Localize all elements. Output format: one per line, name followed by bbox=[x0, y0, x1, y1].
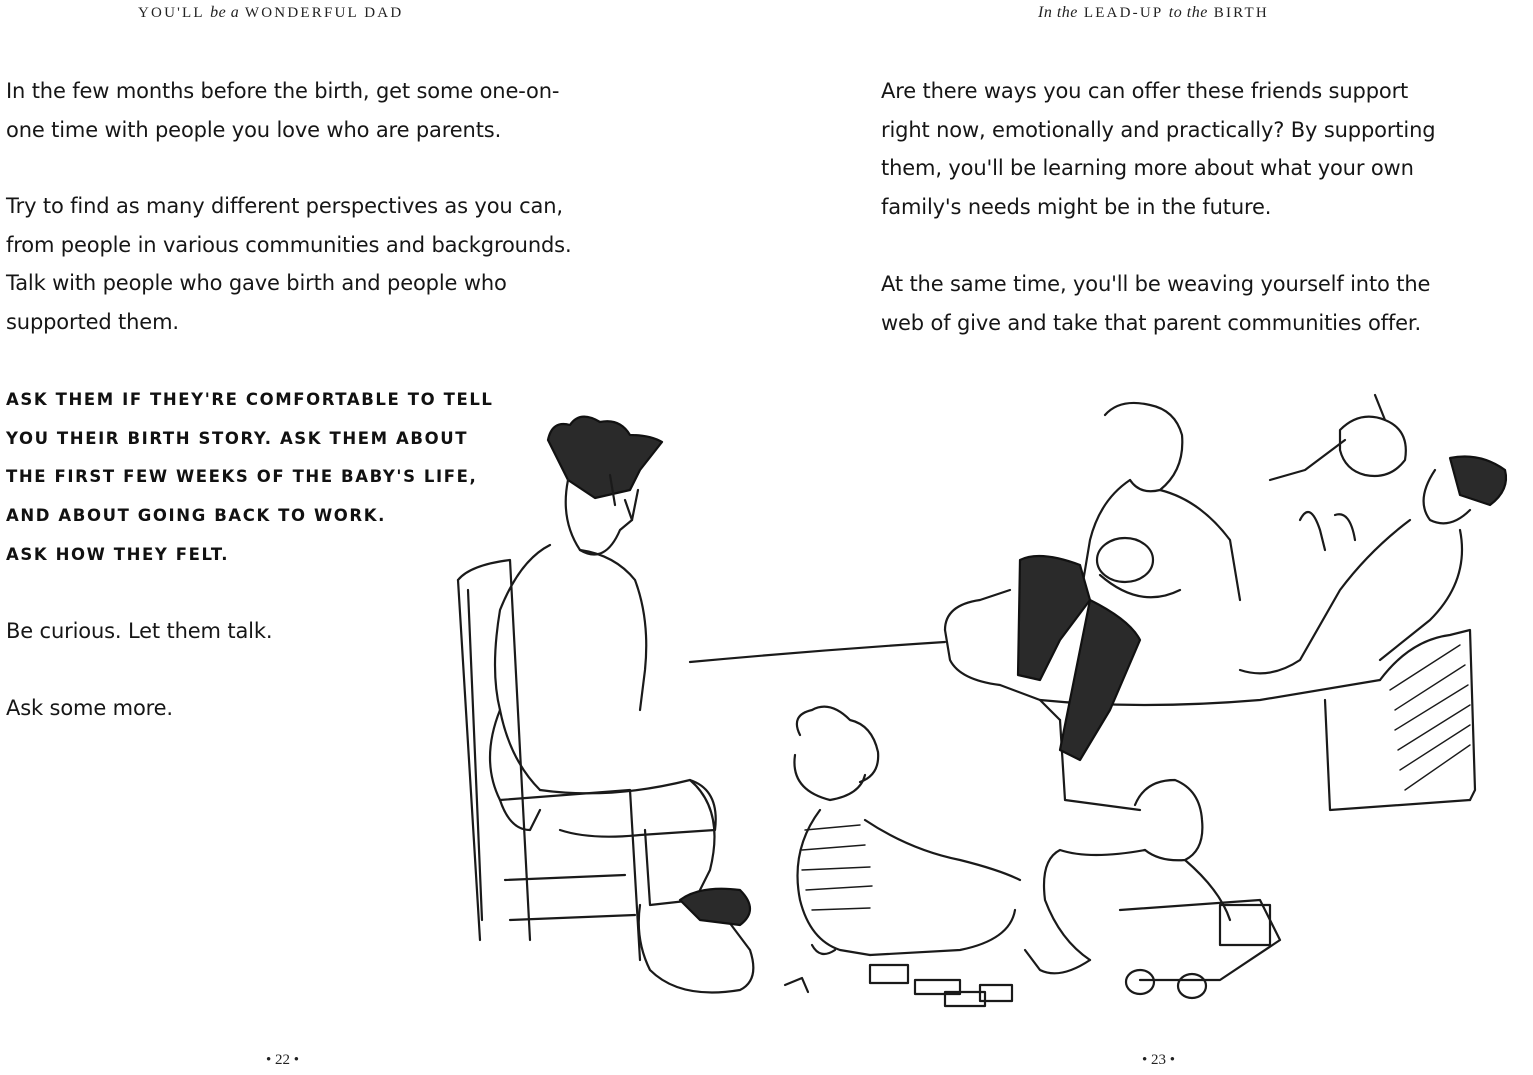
text-line: supported them. bbox=[6, 309, 179, 334]
text-line: web of give and take that parent communities offer. bbox=[881, 310, 1421, 335]
floor-line-icon bbox=[690, 642, 945, 662]
running-head-right-title: BIRTH bbox=[1213, 5, 1269, 21]
emphasis-line: THE FIRST FEW WEEKS OF THE BABY'S LIFE, bbox=[6, 467, 478, 487]
toy-blocks-icon bbox=[785, 965, 1012, 1006]
left-paragraph-3 bbox=[6, 612, 272, 651]
text-line: right now, emotionally and practically? By supporting bbox=[881, 117, 1436, 142]
text-line: Ask some more. bbox=[6, 696, 173, 720]
text-line: In the few months before the birth, get some one-on- bbox=[6, 79, 560, 103]
running-head-left-italic: be a bbox=[210, 4, 240, 21]
text-line: from people in various communities and backgrounds. bbox=[6, 232, 572, 257]
emphasis-line: YOU THEIR BIRTH STORY. ASK THEM ABOUT bbox=[6, 428, 469, 448]
emphasis-line: ASK HOW THEY FELT. bbox=[6, 544, 230, 564]
running-head-right bbox=[1038, 4, 1269, 22]
right-paragraph-2 bbox=[881, 265, 1430, 342]
running-head-left-title: WONDERFUL DAD bbox=[244, 5, 404, 21]
emphasis-line: ASK THEM IF THEY'RE COMFORTABLE TO TELL bbox=[6, 390, 494, 409]
text-line: Are there ways you can offer these friends support bbox=[881, 79, 1409, 103]
text-line: one time with people you love who are parents. bbox=[6, 117, 502, 142]
running-head-right-italic-2: to the bbox=[1168, 4, 1208, 21]
text-line: family's needs might be in the future. bbox=[881, 194, 1272, 219]
emphasis-paragraph bbox=[6, 381, 494, 575]
right-paragraph-1 bbox=[881, 72, 1435, 226]
chair-icon bbox=[458, 560, 640, 960]
left-paragraph-4 bbox=[6, 689, 173, 728]
crawling-child-icon bbox=[794, 707, 1020, 955]
running-head-right-italic-1: In the bbox=[1038, 4, 1078, 21]
toddler-with-truck-icon bbox=[1025, 780, 1280, 998]
text-line: Be curious. Let them talk. bbox=[6, 619, 273, 643]
running-head-left-text: YOU'LL bbox=[138, 5, 205, 21]
seated-man-icon bbox=[490, 417, 753, 993]
emphasis-line: AND ABOUT GOING BACK TO WORK. bbox=[6, 506, 386, 526]
text-line: At the same time, you'll be weaving yourself into the bbox=[881, 272, 1431, 296]
page-number-right: • 23 • bbox=[1142, 1052, 1176, 1068]
text-line: Try to find as many different perspectives as you can, bbox=[6, 194, 563, 218]
parent-with-baby-icon bbox=[1018, 403, 1240, 760]
left-paragraph-2 bbox=[6, 187, 571, 341]
family-gathering-illustration bbox=[440, 380, 1520, 1020]
running-head-left bbox=[138, 4, 403, 22]
text-line: them, you'll be learning more about what your own bbox=[881, 156, 1414, 181]
left-paragraph-1 bbox=[6, 72, 559, 149]
page-number-left: • 22 • bbox=[266, 1052, 300, 1068]
running-head-right-word: LEAD-UP bbox=[1083, 5, 1163, 21]
text-line: Talk with people who gave birth and people who bbox=[6, 271, 507, 296]
